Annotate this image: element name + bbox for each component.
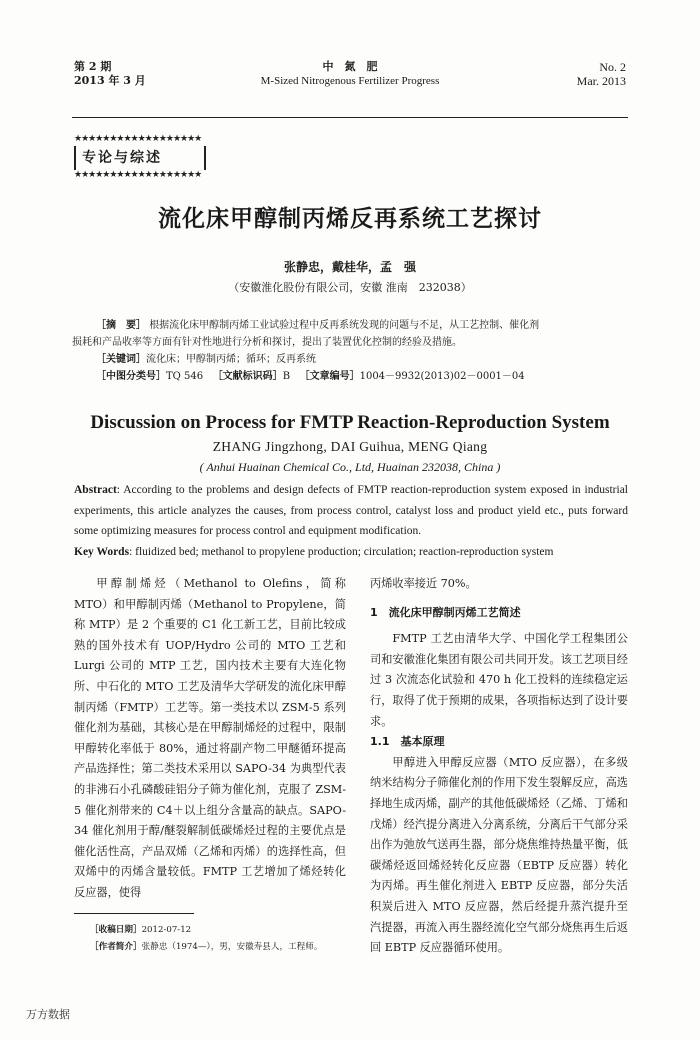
abstract-cn (72, 317, 622, 385)
section-heading-1-1: 1.1 基本原理 (370, 735, 445, 749)
affiliation-en: ( Anhui Huainan Chemical Co., Ltd, Huainan 232038, China ) (199, 460, 501, 474)
issue-month-en: Mar. 2013 (576, 74, 626, 88)
author-bio-text: 张静忠（1974—），男，安徽寿县人，工程师。 (141, 942, 323, 952)
abstract-en-paragraph (74, 480, 628, 542)
article-number-label: ［文章编号］ (299, 371, 360, 382)
abstract-cn-text-1: 根据流化床甲醇制丙烯工业试验过程中反再系统发现的问题与不足，从工艺控制、催化剂 (149, 320, 540, 331)
document-code-label: ［文献标识码］ (212, 371, 283, 382)
received-date-value: 2012-07-12 (141, 925, 192, 935)
document-code: B (282, 371, 291, 382)
issue-number: 第 2 期 (74, 60, 112, 73)
journal-name-cn: 中 氮 肥 (322, 60, 378, 73)
author-bio (90, 939, 360, 956)
classification-line (96, 368, 622, 385)
abstract-en (74, 480, 628, 562)
abstract-en-text: : According to the problems and design defects of FMTP reaction-reproduction system exposed in industrial experiments, this article analyzes the causes, from process control, catalyst loss and product yield etc., puts forward some optimizing measures for process control and equipment modification. (74, 484, 628, 537)
star-border-bottom: ★★★★★★★★★★★★★★★★★★ (74, 170, 202, 180)
article-title-cn: 流化床甲醇制丙烯反再系统工艺探讨 (158, 206, 542, 232)
section-label: 专论与综述 (74, 146, 206, 170)
received-date-label: ［收稿日期］ (90, 925, 142, 935)
header-right (577, 60, 626, 88)
received-date (90, 922, 360, 939)
abstract-cn-label: ［摘 要］ (96, 320, 146, 331)
section-1-paragraph: FMTP 工艺由清华大学、中国化学工程集团公司和安徽淮化集团有限公司共同开发。该工艺项目经过 3 次流态化试验和 470 h 化工投料的连续稳定运行，取得了优于预期的成果，各项指标达到了设计要求。 (370, 632, 628, 728)
intro-paragraph-end: 丙烯收率接近 70%。 (370, 577, 477, 590)
star-border-top: ★★★★★★★★★★★★★★★★★★ (74, 134, 202, 144)
footnote-rule (74, 913, 194, 914)
issue-no-en: No. 2 (599, 60, 626, 74)
article-number: 1004－9932(2013)02－0001－04 (359, 371, 525, 382)
classification-label: ［中图分类号］ (96, 371, 166, 382)
author-bio-label: ［作者简介］ (90, 942, 142, 952)
header-center (74, 60, 626, 88)
keywords-cn (96, 351, 622, 368)
intro-paragraph: 甲醇制烯烃（Methanol to Olefins，简称 MTO）和甲醇制丙烯（Methanol to Propylene，简称 MTP）是 2 个重要的 C1 化工新工艺，目前比较成熟的国外技术有 UOP/Hydro 公司的 MTO 工艺和 Lurgi 公司的 MTP 工艺，国内技术主要有大连化物所、中石化的 MTO 工艺及清华大学研发的流化床甲醇制丙烯（FMTP）工艺等。第一类技术以 ZSM-5 系列催化剂为基础，其核心是在甲醇制烯烃的过程中，限制甲醇转化率低于 80%，通过将副产物二甲醚循环提高产品选择性；第二类技术采用以 SAPO-34 为典型代表的非沸石小孔磷酸硅铝分子筛为催化剂，克服了 ZSM-5 催化剂带来的 C4＋以上组分含量高的缺点。SAPO-34 催化剂用于醇/醚裂解制低碳烯烃过程的主要优点是催化活性高，产品双烯（乙烯和丙烯）的选择性高，但双烯中的丙烯含量较低。FMTP 工艺增加了烯烃转化反应器，使得 (74, 577, 346, 899)
body-column-left (74, 574, 346, 904)
keywords-en-text: : fluidized bed; methanol to propylene production; circulation; reaction-reproduction system (129, 545, 554, 558)
issue-date: 2013 年 3 月 (74, 74, 146, 87)
keywords-en (74, 542, 628, 563)
section-heading-1: 1 流化床甲醇制丙烯工艺简述 (370, 605, 521, 619)
wanfang-watermark: 万方数据 (26, 1008, 70, 1021)
abstract-cn-line-2: 损耗和产品收率等方面有针对性地进行分析和探讨，提出了装置优化控制的经验及措施。 (72, 337, 462, 348)
section-tag (74, 134, 206, 180)
classification-code: TQ 546 (166, 371, 204, 382)
keywords-cn-label: ［关键词］ (96, 354, 146, 365)
running-header (74, 60, 626, 100)
footnote (90, 922, 360, 956)
section-1-1-paragraph: 甲醇进入甲醇反应器（MTO 反应器），在多级纳米结构分子筛催化剂的作用下发生裂解反应，高选择地生成丙烯，副产的其他低碳烯烃（乙烯、丁烯和戊烯）经汽提分离进入分离系统，分离后干气部分采出作为弛放气送再生器，部分烧焦维持热量平衡，低碳烯烃返回烯烃转化反应器（EBTP 反应器）转化为丙烯。再生催化剂进入 EBTP 反应器，部分失活积炭后进入 MTO 反应器，然后经提升蒸汽提升至汽提器，再流入再生器经流化空气部分烧焦再生后返回 EBTP 反应器循环使用。 (370, 755, 628, 955)
authors-cn: 张静忠，戴桂华，孟 强 (283, 260, 416, 274)
affiliation-cn: （安徽淮化股份有限公司，安徽 淮南 232038） (228, 281, 472, 294)
body-column-right (370, 574, 628, 959)
abstract-en-label: Abstract (74, 484, 117, 496)
keywords-en-label: Key Words (74, 545, 130, 558)
header-rule (72, 117, 628, 118)
keywords-cn-text: 流化床；甲醇制丙烯；循环；反再系统 (146, 354, 316, 365)
journal-name-en: M-Sized Nitrogenous Fertilizer Progress (260, 75, 440, 87)
abstract-cn-line-1 (96, 317, 622, 334)
article-title-en: Discussion on Process for FMTP Reaction-Reproduction System (90, 412, 610, 433)
authors-en: ZHANG Jingzhong, DAI Guihua, MENG Qiang (212, 439, 488, 454)
